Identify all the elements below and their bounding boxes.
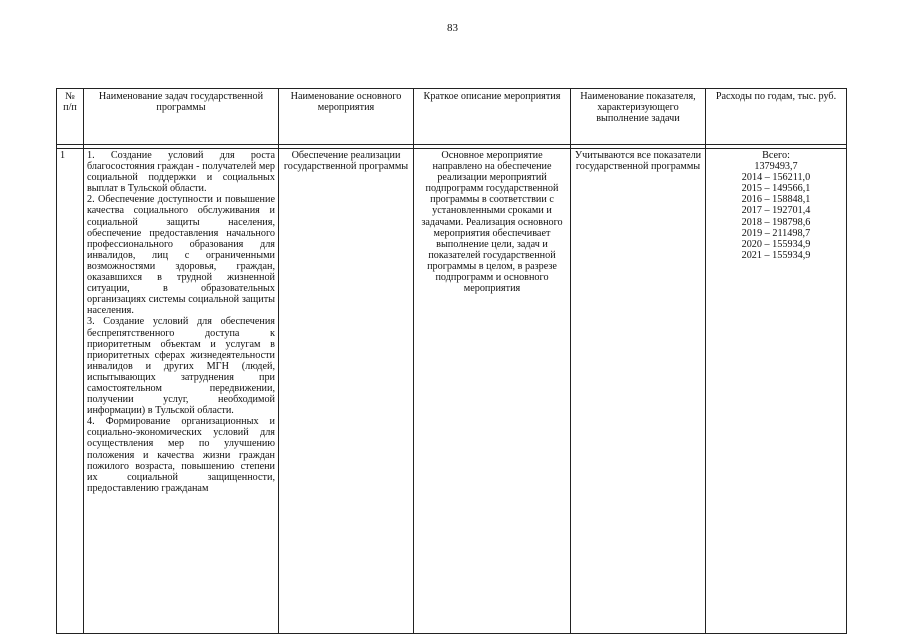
- expense-year-line: 2018 – 198798,6: [741, 216, 811, 228]
- expenses-total-value: 1379493,7: [754, 161, 798, 173]
- page-number: 83: [447, 22, 458, 34]
- expense-year-line: 2016 – 158848,1: [741, 194, 811, 206]
- expense-year-line: 2014 – 156211,0: [741, 172, 811, 184]
- description-paragraph: Основное мероприятие направлено на обеспечение реализации мероприятий подпрограмм государственной программы в соответствии с установленными сроками и задачами.: [421, 150, 559, 228]
- header-main-event: Наименование основного мероприятия: [279, 89, 414, 145]
- main-event-cell: Обеспечение реализации государственной программы: [279, 149, 414, 634]
- table-header-row: [57, 89, 847, 145]
- expenses-cell: [706, 149, 847, 634]
- expenses-total-label: Всего:: [762, 150, 790, 161]
- header-indicator: Наименование показателя, характеризующего выполнение задачи: [571, 89, 706, 145]
- row-number: 1: [57, 149, 84, 634]
- header-expenses: Расходы по годам, тыс. руб.: [706, 89, 847, 145]
- expense-year-line: 2019 – 211498,7: [741, 227, 811, 239]
- task-item: 3. Создание условий для обеспечения беспрепятственного доступа к приоритетным объектам и услугам в приоритетных сферах жизнедеятельности инвалидов и других МГН (людей, испытывающих затруднения при самостоятельном передвижении, получении услуг, необходимой информации) в Тульской области.: [87, 316, 275, 417]
- program-table: [56, 88, 847, 634]
- table-row: [57, 149, 847, 634]
- tasks-cell: [84, 149, 279, 634]
- task-item: 4. Формирование организационных и социально-экономических условий для осуществления мер по улучшению положения и качества жизни граждан пожилого возраста, повышению степени их социальной защищенности, предоставлению гражданам: [87, 416, 275, 494]
- expense-year-line: 2017 – 192701,4: [741, 205, 811, 217]
- expense-year-line: 2015 – 149566,1: [741, 183, 811, 195]
- header-tasks: Наименование задач государственной программы: [84, 89, 279, 145]
- task-item: 1. Создание условий для роста благосостояния граждан - получателей мер социальной поддержки и социальных выплат в Тульской области.: [87, 150, 275, 195]
- description-cell: [414, 149, 571, 634]
- task-item: 2. Обеспечение доступности и повышение качества социального обслуживания и социальной защиты населения, обеспечение предоставления начального профессионального образования для инвалидов, лиц с ограниченными возможностями здоровья, граждан, оказавшихся в трудной жизненной ситуации, в образовательных организациях системы социальной защиты населения.: [87, 194, 275, 317]
- header-description: Краткое описание мероприятия: [414, 89, 571, 145]
- description-paragraph: Реализация основного мероприятия обеспечивает выполнение цели, задач и показателей государственной программы в целом, в разрезе подпрограмм и основного мероприятия: [427, 216, 563, 295]
- header-number: № п/п: [57, 89, 84, 145]
- expense-year-line: 2021 – 155934,9: [741, 249, 811, 261]
- expense-year-line: 2020 – 155934,9: [741, 238, 811, 250]
- indicator-cell: Учитываются все показатели государственной программы: [571, 149, 706, 634]
